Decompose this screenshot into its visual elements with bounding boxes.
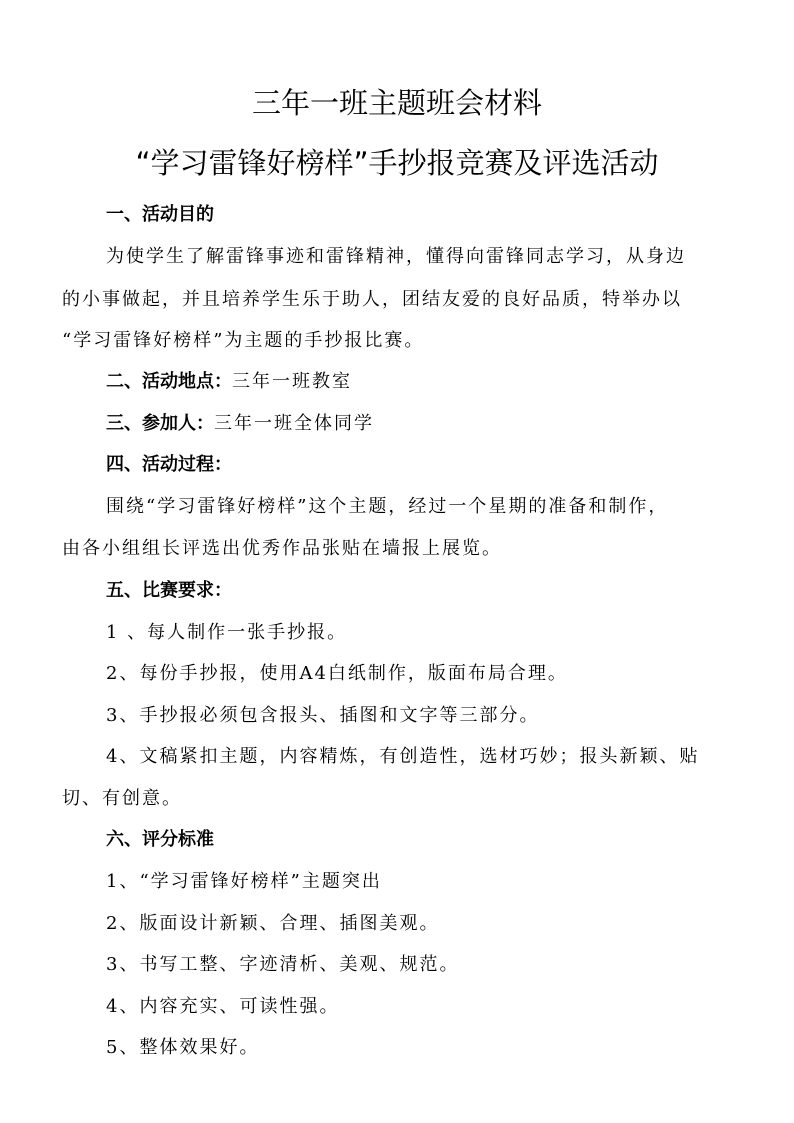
purpose-line-3: “学习雷锋好榜样”为主题的手抄报比赛。 [62,330,425,351]
section-heading-location: 二、活动地点： [106,371,232,392]
criteria-item-2: 2、版面设计新颖、合理、插图美观。 [106,913,440,934]
process-line-1: 围绕“学习雷锋好榜样”这个主题，经过一个星期的准备和制作， [106,496,669,517]
requirement-item-3: 3、手抄报必须包含报头、插图和文字等三部分。 [106,705,540,726]
criteria-item-4: 4、内容充实、可读性强。 [106,996,340,1017]
requirement-item-1: 1 、每人制作一张手抄报。 [106,622,348,643]
location-row [106,369,778,395]
section-heading-criteria: 六、评分标准 [106,829,214,850]
requirement-item-4-cont: 切、有创意。 [62,788,182,809]
page-subtitle: “学习雷锋好榜样”手抄报竞赛及评选活动 [135,146,659,180]
section-heading-purpose: 一、活动目的 [106,204,214,225]
page-title: 三年一班主题班会材料 [251,86,542,120]
section-heading-requirements: 五、比赛要求： [106,580,232,601]
criteria-item-1: 1、“学习雷锋好榜样”主题突出 [106,871,382,892]
section-heading-participants: 三、参加人： [106,413,214,434]
participants-row [106,411,778,437]
purpose-line-1: 为使学生了解雷锋事迹和雷锋精神，懂得向雷锋同志学习，从身边 [106,246,686,267]
location-value: 三年一班教室 [232,371,352,392]
criteria-item-3: 3、书写工整、字迹清析、美观、规范。 [106,954,460,975]
requirement-item-4: 4、文稿紧扣主题，内容精炼，有创造性，选材巧妙；报头新颖、贴 [106,746,700,767]
requirement-item-2: 2、每份手抄报，使用A4白纸制作，版面布局合理。 [106,663,568,684]
criteria-item-5: 5、整体效果好。 [106,1037,260,1058]
purpose-line-2: 的小事做起，并且培养学生乐于助人，团结友爱的良好品质，特举办以 [62,289,682,310]
process-line-2: 由各小组组长评选出优秀作品张贴在墙报上展览。 [62,538,502,559]
section-heading-process: 四、活动过程： [106,454,232,475]
participants-value: 三年一班全体同学 [214,413,374,434]
